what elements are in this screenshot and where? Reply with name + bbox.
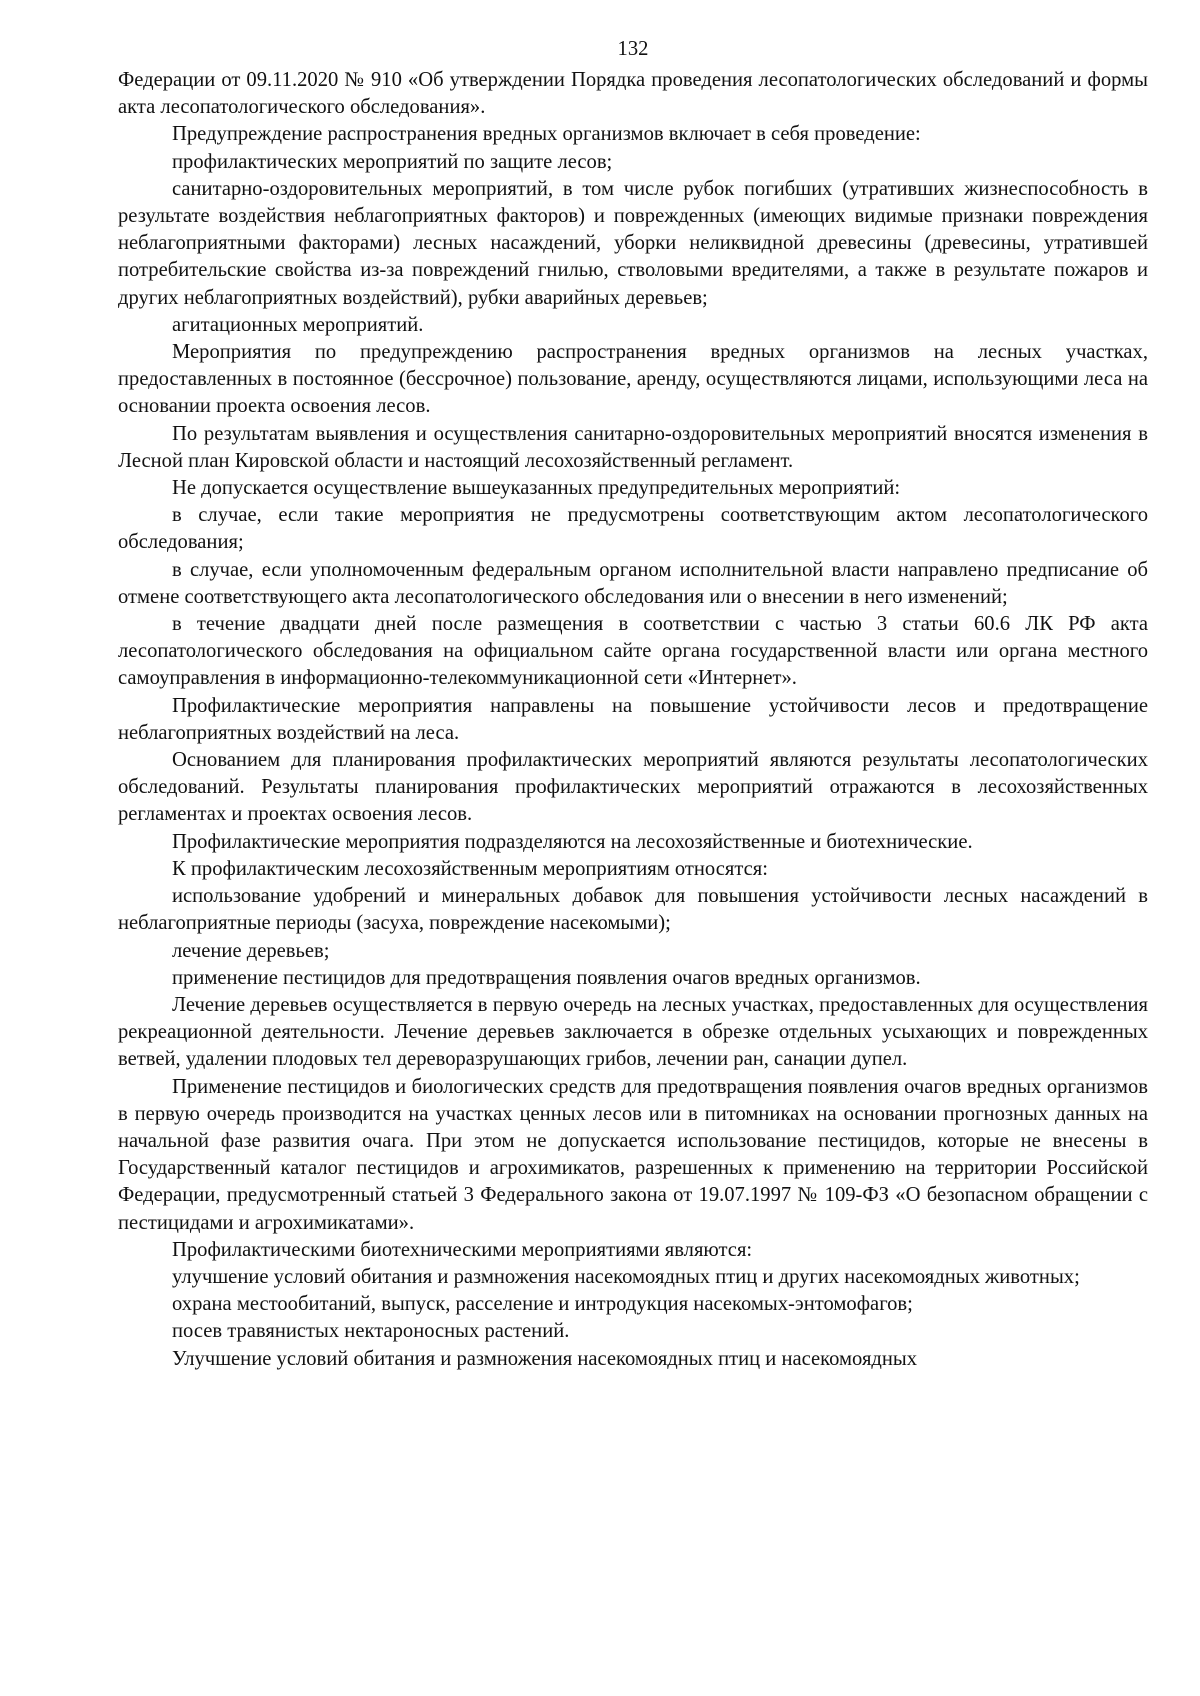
- list-item: лечение деревьев;: [172, 939, 330, 962]
- document-page: [118, 36, 1148, 1373]
- list-item: в случае, если такие мероприятия не предусмотрены соответствующим актом лесопатологического обследования;: [118, 504, 1148, 554]
- list-item: улучшение условий обитания и размножения насекомоядных птиц и других насекомоядных животных;: [172, 1265, 1080, 1288]
- paragraph: Профилактические мероприятия направлены на повышение устойчивости лесов и предотвращение неблагоприятных воздействий на леса.: [118, 694, 1148, 744]
- list-item: использование удобрений и минеральных добавок для повышения устойчивости лесных насаждений в неблагоприятные периоды (засуха, повреждение насекомыми);: [118, 885, 1148, 935]
- paragraph: Профилактическими биотехническими мероприятиями являются:: [172, 1238, 753, 1261]
- paragraph: По результатам выявления и осуществления санитарно-оздоровительных мероприятий вносятся изменения в Лесной план Кировской области и настоящий лесохозяйственный регламент.: [118, 422, 1148, 472]
- paragraph: Лечение деревьев осуществляется в первую очередь на лесных участках, предоставленных для осуществления рекреационной деятельности. Лечение деревьев заключается в обрезке отдельных усыхающих и поврежденных ветвей, удалении плодовых тел дереворазрушающих грибов, лечении ран, санации дупел.: [118, 993, 1148, 1071]
- paragraph: Не допускается осуществление вышеуказанных предупредительных мероприятий:: [172, 477, 901, 500]
- paragraph: Основанием для планирования профилактических мероприятий являются результаты лесопатологических обследований. Результаты планирования профилактических мероприятий отражаются в лесохозяйственных регламентах и проектах освоения лесов.: [118, 749, 1148, 826]
- paragraph: Улучшение условий обитания и размножения насекомоядных птиц и насекомоядных: [172, 1347, 918, 1370]
- list-item: применение пестицидов для предотвращения появления очагов вредных организмов.: [172, 966, 921, 989]
- list-item: в случае, если уполномоченным федеральным органом исполнительной власти направлено предписание об отмене соответствующего акта лесопатологического обследования или о внесении в него изменений;: [118, 558, 1148, 608]
- paragraph: Мероприятия по предупреждению распространения вредных организмов на лесных участках, предоставленных в постоянное (бессрочное) пользование, аренду, осуществляются лицами, использующими леса на основании проекта освоения лесов.: [118, 341, 1148, 418]
- paragraph: Предупреждение распространения вредных организмов включает в себя проведение:: [172, 123, 921, 146]
- list-item: санитарно-оздоровительных мероприятий, в том числе рубок погибших (утративших жизнеспособность в результате воздействия неблагоприятных факторов) и поврежденных (имеющих видимые признаки повреждения неблагоприятными факторами) лесных насаждений, уборки неликвидной древесины (древесины, утратившей потребительские свойства из-за повреждений гнилью, стволовыми вредителями, а также в результате пожаров и других неблагоприятных воздействий), рубки аварийных деревьев;: [118, 177, 1148, 309]
- list-item: охрана местообитаний, выпуск, расселение и интродукция насекомых-энтомофагов;: [172, 1293, 913, 1316]
- page-number: 132: [617, 38, 649, 60]
- paragraph-continuation: Федерации от 09.11.2020 № 910 «Об утверждении Порядка проведения лесопатологических обследований и формы акта лесопатологического обследования».: [118, 69, 1148, 119]
- document-body: [118, 67, 1148, 1373]
- list-item: профилактических мероприятий по защите лесов;: [172, 150, 613, 173]
- paragraph: Профилактические мероприятия подразделяются на лесохозяйственные и биотехнические.: [172, 830, 973, 853]
- list-item: в течение двадцати дней после размещения в соответствии с частью 3 статьи 60.6 ЛК РФ акта лесопатологического обследования на официальном сайте органа государственной власти или органа местного самоуправления в информационно-телекоммуникационной сети «Интернет».: [118, 613, 1148, 690]
- list-item: посев травянистых нектароносных растений.: [172, 1320, 570, 1343]
- paragraph: К профилактическим лесохозяйственным мероприятиям относятся:: [172, 857, 768, 880]
- paragraph: Применение пестицидов и биологических средств для предотвращения появления очагов вредных организмов в первую очередь производится на участках ценных лесов или в питомниках на основании прогнозных данных на начальной фазе развития очага. При этом не допускается использование пестицидов, которые не внесены в Государственный каталог пестицидов и агрохимикатов, разрешенных к применению на территории Российской Федерации, предусмотренный статьей 3 Федерального закона от 19.07.1997 № 109-ФЗ «О безопасном обращении с пестицидами и агрохимикатами».: [118, 1075, 1148, 1234]
- list-item: агитационных мероприятий.: [172, 313, 424, 336]
